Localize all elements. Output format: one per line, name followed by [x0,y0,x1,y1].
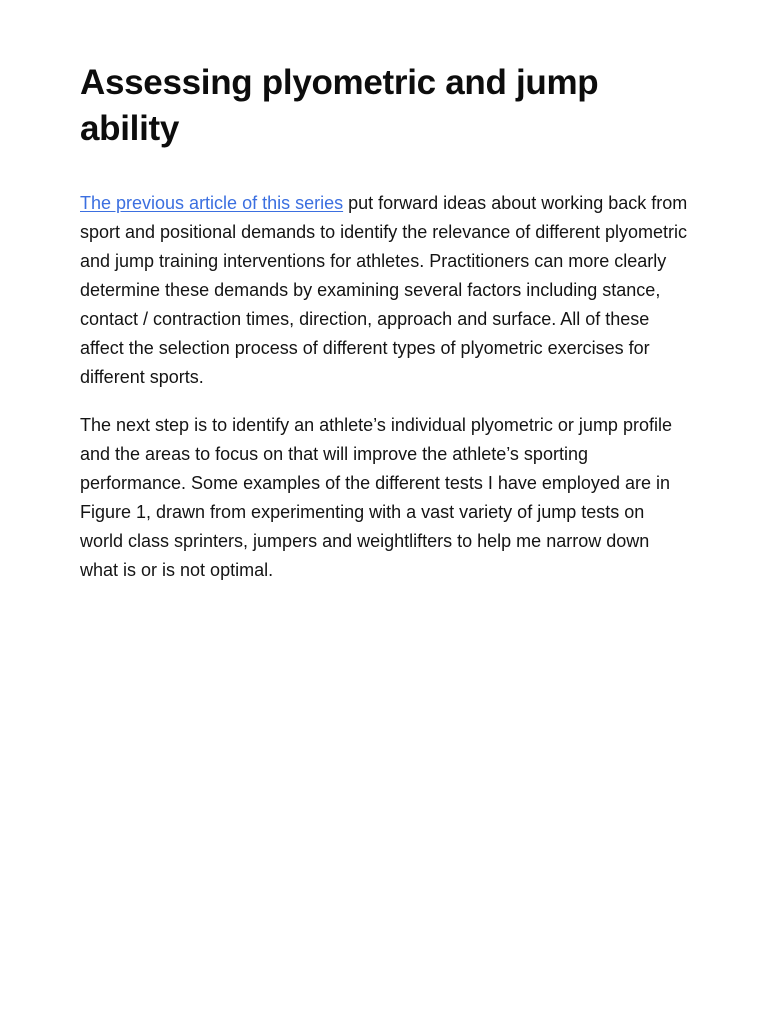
previous-article-link[interactable]: The previous article of this series [80,193,344,213]
paragraph-2-text: The next step is to identify an athlete’s individual plyometric or jump profile and the areas to focus on that will improve the athlete’s sporting performance. Some examples of the different tests I have employed are in Figure 1, drawn from experimenting with a vast variety of jump tests on world class sprinters, jumpers and weightlifters to help me narrow down what is or is not optimal. [80,415,672,580]
article-title: Assessing plyometric and jump ability [80,63,599,148]
paragraph-1-text: put forward ideas about working back from sport and positional demands to identify the relevance of different plyometric and jump training interventions for athletes. Practitioners can more clearly determine these demands by examining several factors including stance, contact / contraction times, direction, approach and surface. All of these affect the selection process of different types of plyometric exercises for different sports. [80,193,688,387]
article-paragraph-1 [80,189,690,392]
article-paragraph-2 [80,411,690,585]
